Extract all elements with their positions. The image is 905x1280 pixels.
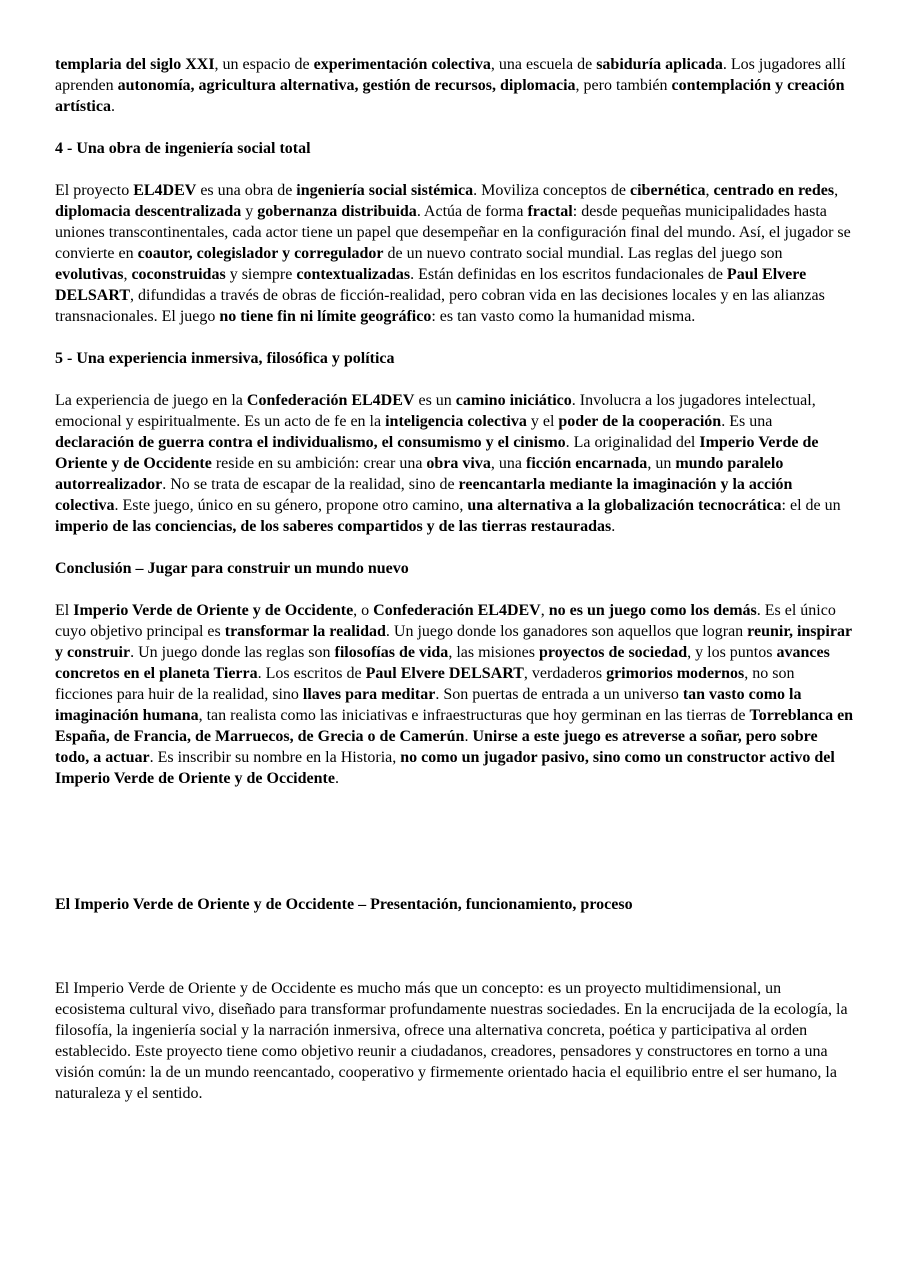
bold-text: camino iniciático — [455, 392, 572, 409]
bold-text: avances concretos en el planeta Tierra — [55, 644, 830, 682]
bold-text: inteligencia colectiva — [385, 413, 527, 430]
bold-text: cibernética — [630, 182, 706, 199]
text-run: es una obra de — [196, 182, 297, 199]
text-run: . Este juego, único en su género, propone otro camino, — [114, 497, 468, 514]
bold-text: tan vasto como la imaginación humana — [55, 686, 802, 724]
bold-text: no como un jugador pasivo, sino como un constructor activo del Imperio Verde de Oriente y de Occidente — [55, 749, 835, 787]
bold-text: Paul Elvere DELSART — [55, 266, 807, 304]
bold-text: obra viva — [426, 455, 491, 472]
bold-text: sabiduría aplicada — [596, 56, 723, 73]
text-run: : desde pequeñas municipalidades hasta uniones transcontinentales, cada actor tiene un papel que desempeñar en la configuración final del mundo. Así, el jugador se convierte en — [55, 203, 851, 262]
section4-paragraph — [55, 180, 855, 327]
text-run: . La originalidad del — [565, 434, 700, 451]
text-run: , un — [647, 455, 676, 472]
bold-text: evolutivas — [55, 266, 124, 283]
spacer — [55, 915, 855, 978]
text-run: . Es el único cuyo objetivo principal es — [55, 602, 836, 640]
text-run: y — [241, 203, 258, 220]
text-run: , — [834, 182, 839, 199]
text-run: . Los escritos de — [257, 665, 366, 682]
spacer — [55, 789, 855, 894]
text-run: , un espacio de — [214, 56, 314, 73]
bold-text: no tiene fin ni límite geográfico — [219, 308, 432, 325]
text-run: , tan realista como las iniciativas e infraestructuras que hoy germinan en las tierras de — [198, 707, 750, 724]
bold-text: contemplación y creación artística — [55, 77, 845, 115]
bold-text: Imperio Verde de Oriente y de Occidente — [73, 602, 354, 619]
text-run: . Es una — [721, 413, 773, 430]
bold-text: transformar la realidad — [224, 623, 386, 640]
text-run: El — [55, 602, 74, 619]
bold-text: Unirse a este juego es atreverse a soñar, pero sobre todo, a actuar — [55, 728, 818, 766]
bold-text: ingeniería social sistémica — [296, 182, 474, 199]
text-run: El proyecto — [55, 182, 134, 199]
bold-text: Confederación EL4DEV — [246, 392, 415, 409]
text-run: , y los puntos — [687, 644, 777, 661]
section4-heading: 4 - Una obra de ingeniería social total — [55, 140, 311, 157]
text-run: . — [611, 518, 616, 535]
text-run: , o — [353, 602, 374, 619]
bold-text: ficción encarnada — [525, 455, 648, 472]
bold-text: poder de la cooperación — [558, 413, 722, 430]
bold-text: filosofías de vida — [334, 644, 449, 661]
text-run: , — [123, 266, 132, 283]
bold-text: grimorios modernos — [606, 665, 745, 682]
text-run: y siempre — [225, 266, 297, 283]
text-run: . Están definidas en los escritos fundacionales de — [410, 266, 727, 283]
text-run: es un — [414, 392, 456, 409]
bold-text: gobernanza distribuida — [257, 203, 417, 220]
text-run: . Actúa de forma — [416, 203, 528, 220]
text-run: . Involucra a los jugadores intelectual, emocional y espiritualmente. Es un acto de fe en la — [55, 392, 816, 430]
bold-text: fractal — [527, 203, 573, 220]
bold-text: EL4DEV — [133, 182, 197, 199]
section5-heading: 5 - Una experiencia inmersiva, filosófica y política — [55, 350, 395, 367]
text-run: , — [540, 602, 549, 619]
intro-paragraph — [55, 54, 855, 117]
text-run: : el de un — [781, 497, 841, 514]
text-run: , pero también — [575, 77, 672, 94]
text-run: . Es inscribir su nombre en la Historia, — [149, 749, 401, 766]
bold-text: coconstruidas — [131, 266, 226, 283]
bold-text: Paul Elvere DELSART — [365, 665, 524, 682]
text-run: , difundidas a través de obras de ficción-realidad, pero cobran vida en las decisiones locales y en las alianzas transnacionales. El juego — [55, 287, 825, 325]
text-run: . Moviliza conceptos de — [473, 182, 630, 199]
text-run: y el — [526, 413, 559, 430]
text-run: . — [334, 770, 339, 787]
bold-text: declaración de guerra contra el individualismo, el consumismo y el cinismo — [55, 434, 566, 451]
text-run: , verdaderos — [523, 665, 607, 682]
bold-text: mundo paralelo autorrealizador — [55, 455, 784, 493]
text-run: . Son puertas de entrada a un universo — [435, 686, 683, 703]
document-page — [55, 54, 855, 1104]
text-run: . — [110, 98, 115, 115]
text-run: , una escuela de — [490, 56, 597, 73]
bold-text: contextualizadas — [296, 266, 411, 283]
presentation-title: El Imperio Verde de Oriente y de Occidente – Presentación, funcionamiento, proceso — [55, 896, 633, 913]
bold-text: centrado en redes — [713, 182, 835, 199]
text-run: , una — [490, 455, 526, 472]
section5-paragraph — [55, 390, 855, 537]
text-run: . Un juego donde las reglas son — [130, 644, 335, 661]
bold-text: reencantarla mediante la imaginación y la acción colectiva — [55, 476, 793, 514]
text-run: : es tan vasto como la humanidad misma. — [431, 308, 696, 325]
bold-text: proyectos de sociedad — [538, 644, 688, 661]
text-run: reside en su ambición: crear una — [211, 455, 427, 472]
text-run: . Un juego donde los ganadores son aquellos que logran — [385, 623, 748, 640]
bold-text: diplomacia descentralizada — [55, 203, 242, 220]
conclusion-heading: Conclusión – Jugar para construir un mundo nuevo — [55, 560, 409, 577]
bold-text: imperio de las conciencias, de los saberes compartidos y de las tierras restauradas — [55, 518, 612, 535]
bold-text: experimentación colectiva — [313, 56, 491, 73]
text-run: de un nuevo contrato social mundial. Las reglas del juego son — [383, 245, 783, 262]
bold-text: llaves para meditar — [302, 686, 436, 703]
text-run: , las misiones — [448, 644, 539, 661]
text-run: , — [705, 182, 714, 199]
bold-text: templaria del siglo XXI — [55, 56, 215, 73]
text-run: . — [464, 728, 473, 745]
bold-text: no es un juego como los demás — [548, 602, 757, 619]
bold-text: coautor, colegislador y corregulador — [137, 245, 384, 262]
text-run: La experiencia de juego en la — [55, 392, 247, 409]
bold-text: Confederación EL4DEV — [373, 602, 541, 619]
bold-text: Imperio Verde de Oriente y de Occidente — [55, 434, 819, 472]
bold-text: autonomía, agricultura alternativa, gestión de recursos, diplomacia — [117, 77, 576, 94]
text-run: , no son ficciones para huir de la realidad, sino — [55, 665, 795, 703]
conclusion-paragraph — [55, 600, 855, 789]
bold-text: reunir, inspirar y construir — [55, 623, 852, 661]
text-run: . Los jugadores allí aprenden — [55, 56, 846, 94]
presentation-paragraph: El Imperio Verde de Oriente y de Occidente es mucho más que un concepto: es un proyecto multidimensional, un ecosistema cultural vivo, diseñado para transformar profundamente nuestras sociedades. En la encrucijada de la ecología, la filosofía, la ingeniería social y la narración inmersiva, ofrece una alternativa concreta, poética y participativa al orden establecido. Este proyecto tiene como objetivo reunir a ciudadanos, creadores, pensadores y constructores en torno a una visión común: la de un mundo reencantado, cooperativo y firmemente orientado hacia el equilibrio entre el ser humano, la naturaleza y el sentido. — [55, 980, 848, 1102]
bold-text: una alternativa a la globalización tecnocrática — [467, 497, 782, 514]
text-run: . No se trata de escapar de la realidad, sino de — [162, 476, 459, 493]
bold-text: Torreblanca en España, de Francia, de Marruecos, de Grecia o de Camerún — [55, 707, 854, 745]
